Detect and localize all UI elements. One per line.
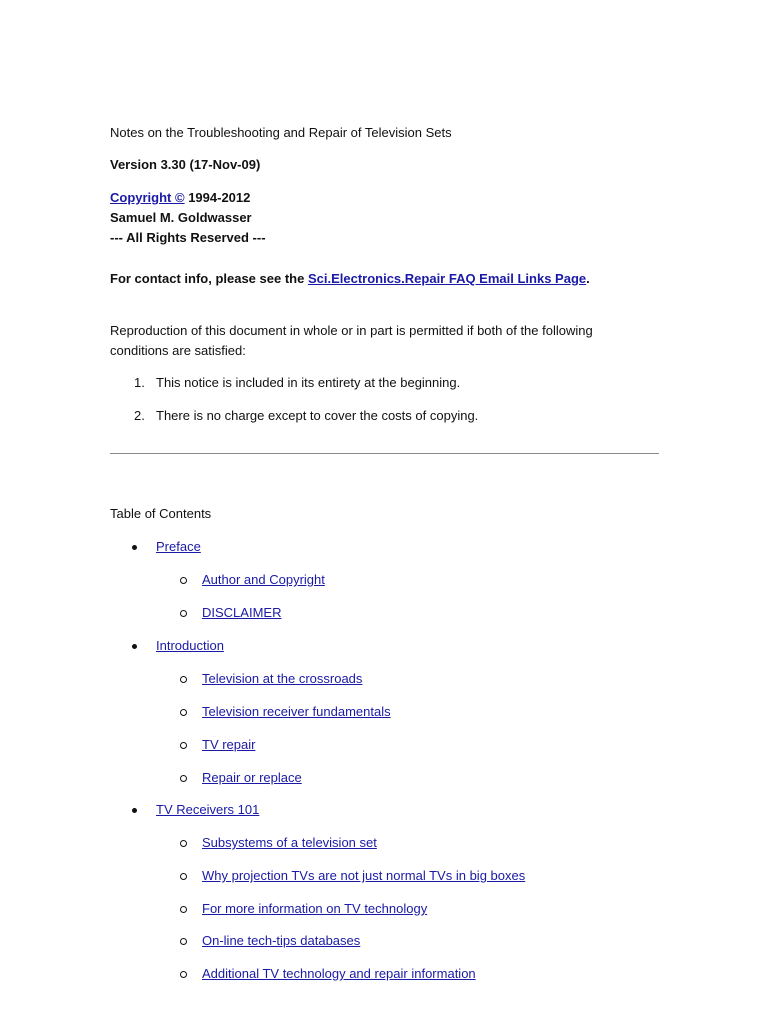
toc-link[interactable]: Author and Copyright [202, 572, 325, 587]
condition-text: This notice is included in its entirety at the beginning. [156, 375, 461, 390]
bullet-icon [132, 808, 137, 813]
circle-bullet-icon [180, 577, 187, 584]
toc-link[interactable]: For more information on TV technology [202, 901, 428, 916]
toc-subitem [180, 737, 255, 753]
toc-link[interactable]: TV repair [202, 737, 256, 752]
toc-link[interactable]: Preface [156, 539, 201, 554]
toc-section-preface [134, 539, 201, 555]
circle-bullet-icon [180, 971, 187, 978]
toc-subitem [180, 966, 476, 982]
toc-section-tv-receivers [134, 802, 259, 818]
circle-bullet-icon [180, 610, 187, 617]
circle-bullet-icon [180, 742, 187, 749]
version-line: Version 3.30 (17-Nov-09) [110, 157, 261, 172]
toc-section-introduction [134, 638, 224, 654]
contact-suffix: . [586, 271, 590, 286]
horizontal-divider [110, 453, 659, 454]
condition-item [134, 408, 478, 424]
toc-link[interactable]: Subsystems of a television set [202, 835, 377, 850]
document-title: Notes on the Troubleshooting and Repair of Television Sets [110, 125, 452, 140]
condition-number: 2. [134, 408, 145, 423]
email-links-page-link[interactable]: Sci.Electronics.Repair FAQ Email Links Page [307, 271, 587, 286]
toc-subitem [180, 671, 362, 687]
toc-link[interactable]: Introduction [156, 638, 224, 653]
condition-item [134, 375, 460, 391]
toc-link[interactable]: TV Receivers 101 [156, 802, 260, 817]
copyright-link[interactable]: Copyright © [110, 190, 185, 205]
rights-line: --- All Rights Reserved --- [110, 230, 266, 245]
copyright-years: 1994-2012 [184, 190, 251, 205]
reproduction-paragraph: Reproduction of this document in whole or in part is permitted if both of the following conditions are satisfied: [110, 323, 593, 358]
toc-subitem [180, 605, 281, 621]
toc-link[interactable]: Television at the crossroads [202, 671, 363, 686]
toc-subitem [180, 901, 427, 917]
toc-link[interactable]: Additional TV technology and repair information [202, 966, 476, 981]
contact-prefix: For contact info, please see the [110, 271, 308, 286]
toc-subitem [180, 835, 377, 851]
toc-subitem [180, 868, 525, 884]
toc-heading: Table of Contents [110, 506, 212, 521]
toc-subitem [180, 704, 391, 720]
toc-link[interactable]: Repair or replace [202, 770, 302, 785]
contact-line [110, 271, 590, 287]
condition-number: 1. [134, 375, 145, 390]
bullet-icon [132, 644, 137, 649]
condition-text: There is no charge except to cover the costs of copying. [156, 408, 479, 423]
circle-bullet-icon [180, 709, 187, 716]
circle-bullet-icon [180, 676, 187, 683]
bullet-icon [132, 545, 137, 550]
circle-bullet-icon [180, 873, 187, 880]
toc-link[interactable]: Why projection TVs are not just normal TVs in big boxes [202, 868, 526, 883]
circle-bullet-icon [180, 938, 187, 945]
circle-bullet-icon [180, 906, 187, 913]
toc-subitem [180, 572, 325, 588]
toc-link[interactable]: DISCLAIMER [202, 605, 282, 620]
copyright-line [110, 190, 250, 206]
toc-link[interactable]: On-line tech-tips databases [202, 933, 361, 948]
author-line: Samuel M. Goldwasser [110, 210, 252, 225]
toc-subitem [180, 933, 360, 949]
circle-bullet-icon [180, 840, 187, 847]
circle-bullet-icon [180, 775, 187, 782]
toc-subitem [180, 770, 302, 786]
toc-link[interactable]: Television receiver fundamentals [202, 704, 391, 719]
